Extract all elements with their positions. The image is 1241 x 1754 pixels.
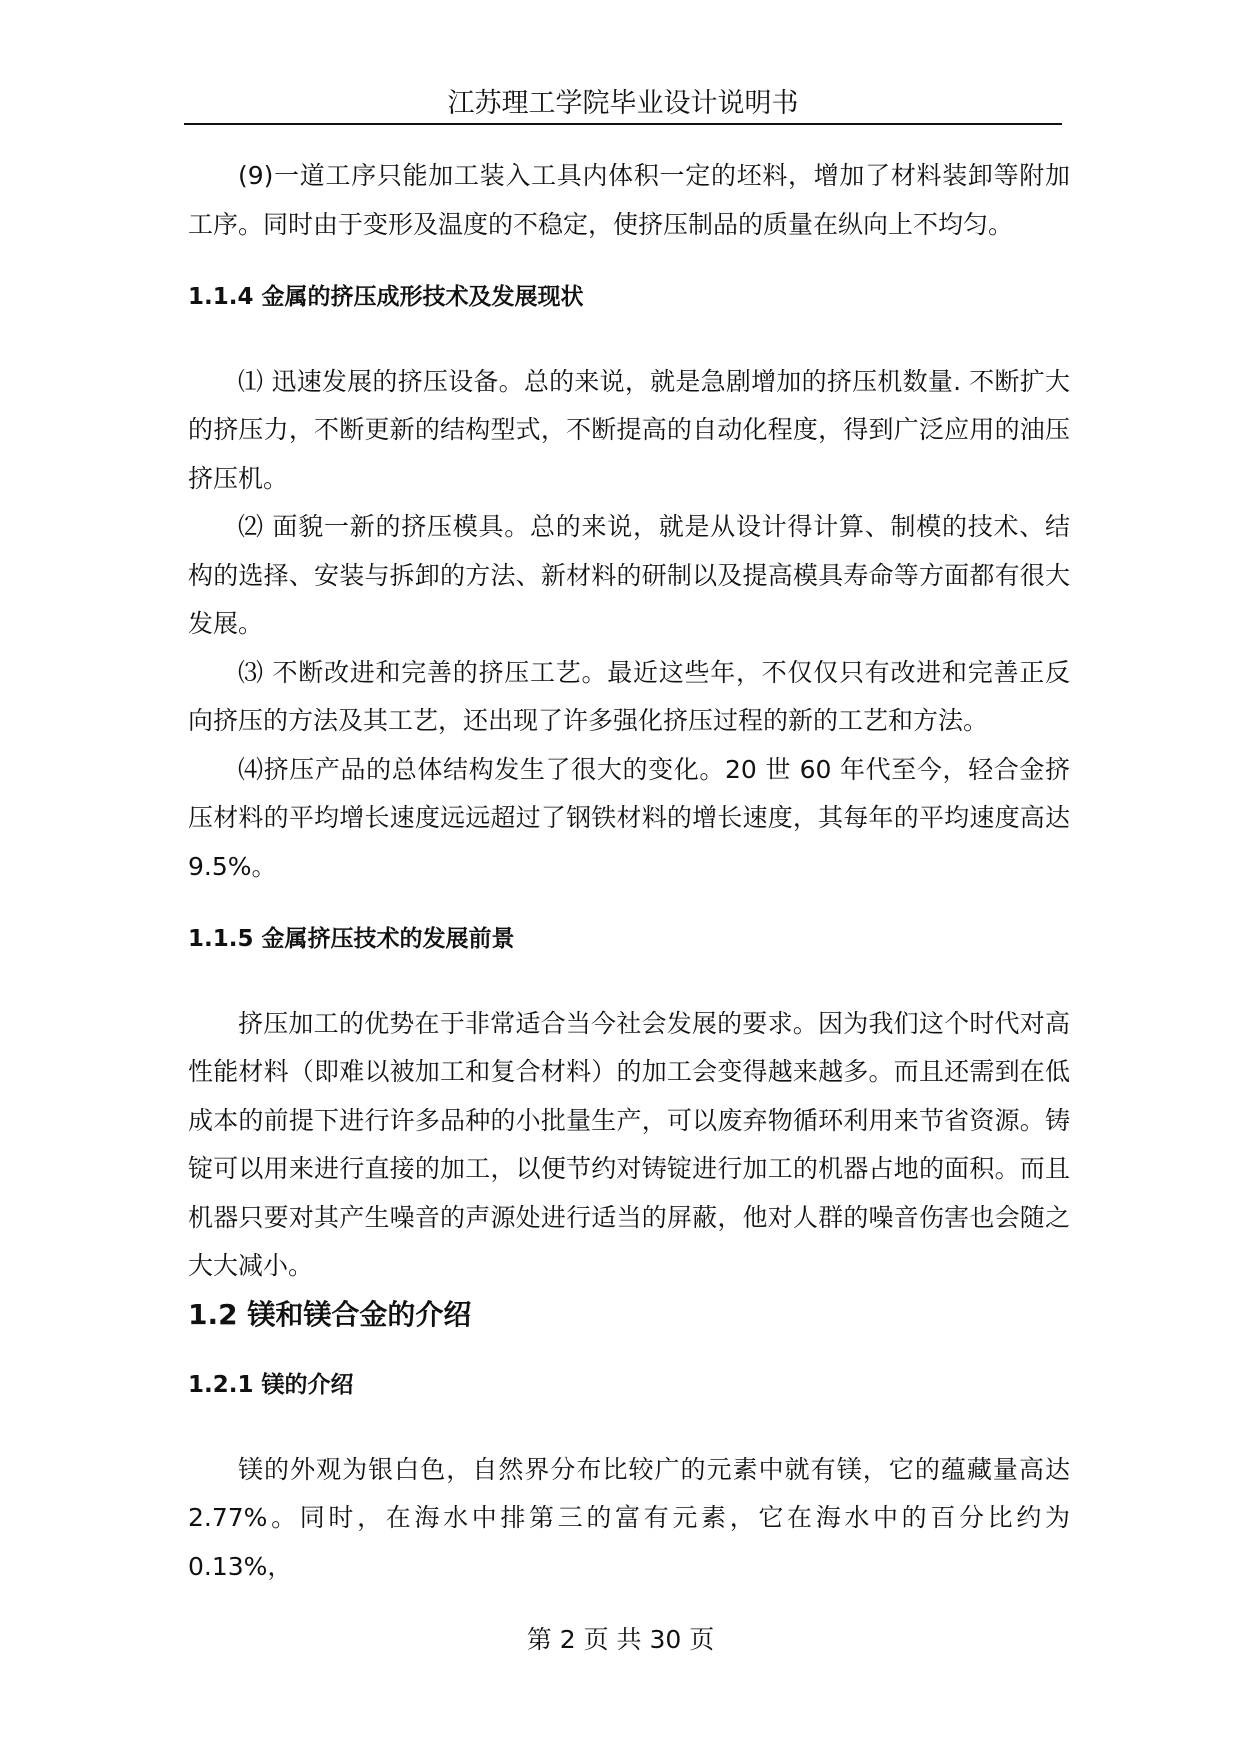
page-number-footer: 第 2 页 共 30 页 — [526, 1625, 715, 1654]
list-item-3: ⑶ 不断改进和完善的挤压工艺。最近这些年，不仅仅只有改进和完善正反向挤压的方法及其工艺，还出现了许多强化挤压过程的新的工艺和方法。 — [188, 657, 1070, 735]
page-header-title: 江苏理工学院毕业设计说明书 — [447, 88, 799, 119]
paragraph-item-9: (9)一道工序只能加工装入工具内体积一定的坯料，增加了材料装卸等附加工序。同时由于变形及温度的不稳定，使挤压制品的质量在纵向上不均匀。 — [188, 161, 1070, 239]
section-heading-1-1-5: 1.1.5 金属挤压技术的发展前景 — [188, 926, 515, 952]
paragraph-magnesium-intro: 镁的外观为银白色，自然界分布比较广的元素中就有镁，它的蕴藏量高达 2.77%。同时，在海水中排第三的富有元素，它在海水中的百分比约为 0.13%， — [188, 1454, 1070, 1581]
page-body — [188, 152, 1070, 1591]
list-item-1: ⑴ 迅速发展的挤压设备。总的来说，就是急剧增加的挤压机数量. 不断扩大的挤压力，不断更新的结构型式，不断提高的自动化程度，得到广泛应用的油压挤压机。 — [188, 366, 1070, 493]
section-heading-1-2: 1.2 镁和镁合金的介绍 — [188, 1297, 472, 1331]
section-heading-1-2-1: 1.2.1 镁的介绍 — [188, 1372, 354, 1398]
section-heading-1-1-4: 1.1.4 金属的挤压成形技术及发展现状 — [188, 284, 584, 310]
header-divider — [184, 123, 1062, 125]
list-item-2: ⑵ 面貌一新的挤压模具。总的来说，就是从设计得计算、制模的技术、结构的选择、安装与拆卸的方法、新材料的研制以及提高模具寿命等方面都有很大发展。 — [188, 512, 1070, 638]
paragraph-extrusion-prospects: 挤压加工的优势在于非常适合当今社会发展的要求。因为我们这个时代对高性能材料（即难以被加工和复合材料）的加工会变得越来越多。而且还需到在低成本的前提下进行许多品种的小批量生产，可以废弃物循环利用来节省资源。铸锭可以用来进行直接的加工，以便节约对铸锭进行加工的机器占地的面积。而且机器只要对其产生噪音的声源处进行适当的屏蔽，他对人群的噪音伤害也会随之大大减小。 — [188, 1008, 1070, 1280]
list-item-4: ⑷挤压产品的总体结构发生了很大的变化。20 世 60 年代至今，轻合金挤压材料的平均增长速度远远超过了钢铁材料的增长速度，其每年的平均速度高达 9.5%。 — [188, 754, 1070, 881]
